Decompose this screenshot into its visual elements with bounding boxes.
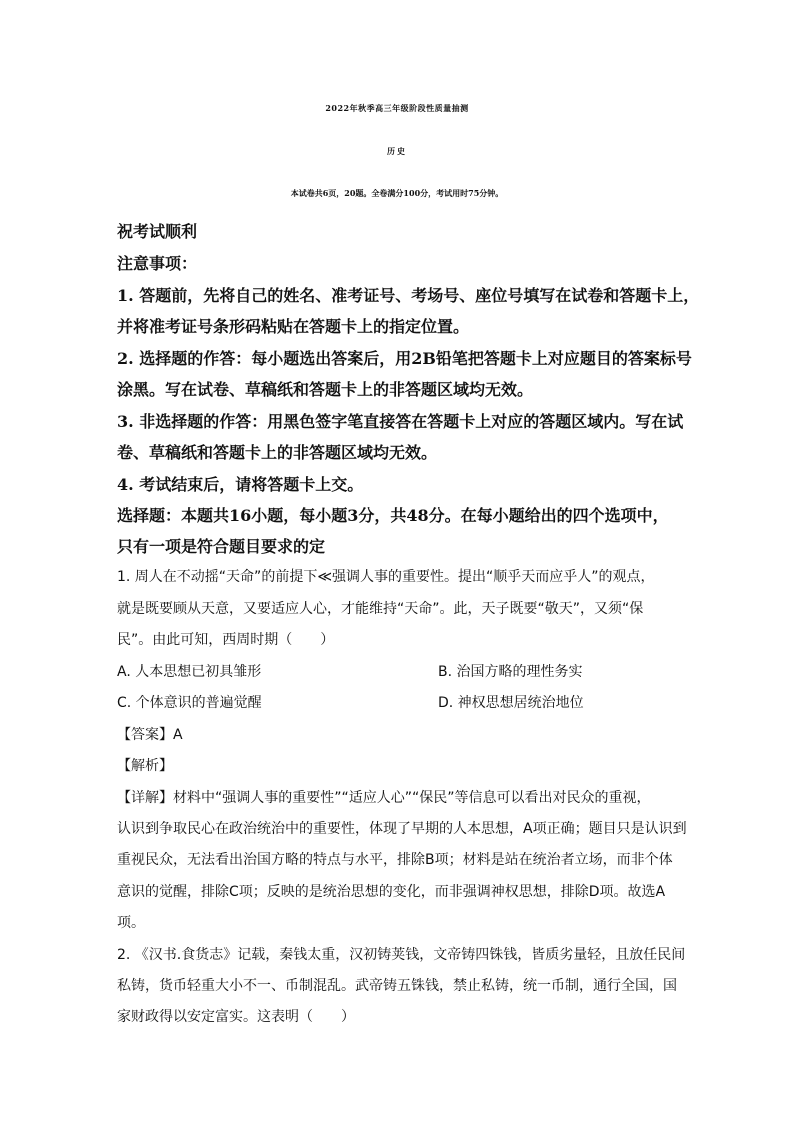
note-line: 并将准考证号条形码粘贴在答题卡上的指定位置。 <box>117 317 470 336</box>
q2-stem-line: 私铸，货币轻重大小不一、币制混乱。武帝铸五铢钱，禁止私铸，统一币制，通行全国，国 <box>117 978 677 994</box>
q1-analysis-label: 【解析】 <box>117 758 173 774</box>
q1-stem-line: 就是既要顾从天意，又要适应人心，才能维持“天命”。此，天子既要“敬天”，又须“保 <box>117 601 644 617</box>
subject-title: 历史 <box>387 146 407 156</box>
note-line: 2. 选择题的作答：每小题选出答案后，用2B铅笔把答题卡上对应题目的答案标号 <box>117 349 692 368</box>
q1-option-b: B. 治国方略的理性务实 <box>438 664 583 680</box>
q1-detail-line: 认识到争取民心在政治统治中的重要性，体现了早期的人本思想，A项正确；题目只是认识到 <box>117 821 687 837</box>
note-line: 1. 答题前，先将自己的姓名、准考证号、考场号、座位号填写在试卷和答题卡上， <box>117 286 700 305</box>
q2-stem-line: 家财政得以安定富实。这表明（ ） <box>117 1009 355 1025</box>
q1-detail-line: 【详解】材料中“强调人事的重要性”“适应人心”“保民”等信息可以看出对民众的重视， <box>117 790 651 806</box>
note-line: 卷、草稿纸和答题卡上的非答题区域均无效。 <box>117 443 438 462</box>
q1-answer: 【答案】A <box>117 727 183 743</box>
q1-option-a: A. 人本思想已初具雏形 <box>117 664 262 680</box>
q1-detail-line: 重视民众，无法看出治国方略的特点与水平，排除B项；材料是站在统治者立场，而非个体 <box>117 852 673 868</box>
note-line: 涂黑。写在试卷、草稿纸和答题卡上的非答题区域均无效。 <box>117 380 534 399</box>
note-line: 3. 非选择题的作答：用黑色签字笔直接答在答题卡上对应的答题区域内。写在试 <box>117 412 684 431</box>
q1-option-d: D. 神权思想居统治地位 <box>438 695 584 711</box>
q2-stem-line: 2. 《汉书.食货志》记载，秦钱太重，汉初铸荚钱，文帝铸四铢钱，皆质劣量轻，且放任民间 <box>117 947 686 963</box>
greeting: 祝考试顺利 <box>117 222 198 241</box>
exam-intro: 本试卷共6页，20题。全卷满分100分，考试用时75分钟。 <box>290 188 504 198</box>
note-line: 4. 考试结束后，请将答题卡上交。 <box>117 475 364 494</box>
section-instruction: 只有一项是符合题目要求的定 <box>117 537 326 556</box>
q1-option-c: C. 个体意识的普遍觉醒 <box>117 695 262 711</box>
q1-detail-line: 项。 <box>117 915 145 931</box>
q1-stem-line: 民”。由此可知，西周时期（ ） <box>117 632 335 648</box>
q1-detail-line: 意识的觉醒，排除C项；反映的是统治思想的变化，而非强调神权思想，排除D项。故选A <box>117 884 666 900</box>
q1-stem-line: 1. 周人在不动摇“天命”的前提下≪强调人事的重要性。提出“顺乎天而应乎人”的观点， <box>117 569 655 585</box>
section-instruction: 选择题：本题共16小题，每小题3分，共48分。在每小题给出的四个选项中， <box>117 506 669 525</box>
exam-title: 2022年秋季高三年级阶段性质量抽测 <box>325 103 469 113</box>
notes-heading: 注意事项： <box>117 254 198 273</box>
